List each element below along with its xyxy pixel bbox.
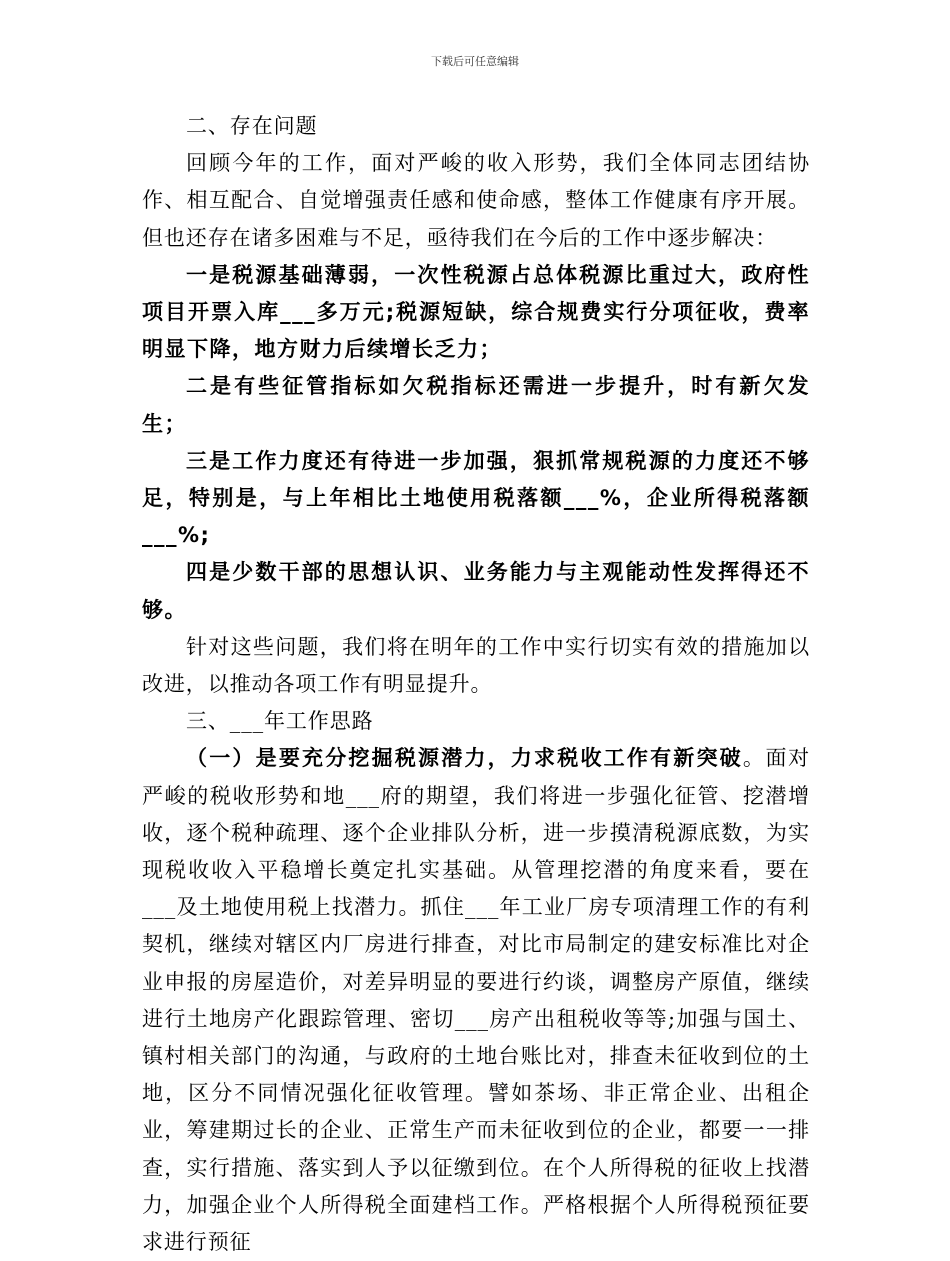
paragraph-item-1 bbox=[142, 740, 810, 1261]
problem-point-2: 二是有些征管指标如欠税指标还需进一步提升，时有新欠发生； bbox=[142, 374, 810, 436]
item-1-lead: （一）是要充分挖掘税源潜力，力求税收工作有新突破 bbox=[186, 746, 743, 771]
section-heading-ideas: 三、___年工作思路 bbox=[186, 709, 374, 734]
problem-point-1: 一是税源基础薄弱，一次性税源占总体税源比重过大，政府性项目开票入库___多万元;税源短缺，综合规费实行分项征收，费率明显下降，地方财力后续增长乏力； bbox=[142, 262, 810, 362]
paragraph-review: 回顾今年的工作，面对严峻的收入形势，我们全体同志团结协作、相互配合、自觉增强责任感和使命感，整体工作健康有序开展。但也还存在诸多困难与不足，亟待我们在今后的工作中逐步解决： bbox=[142, 151, 810, 250]
item-1-text: 。面对严峻的税收形势和地___府的期望，我们将进一步强化征管、挖潜增收，逐个税种疏理、逐个企业排队分析，进一步摸清税源底数，为实现税收收入平稳增长奠定扎实基础。从管理挖潜的角度来看，要在___及土地使用税上找潜力。抓住___年工业厂房专项清理工作的有利契机，继续对辖区内厂房进行排查，对比市局制定的建安标准比对企业申报的房屋造价，对差异明显的要进行约谈，调整房产原值，继续进行土地房产化跟踪管理、密切___房产出租税收等等;加强与国土、镇村相关部门的沟通，与政府的土地台账比对，排查未征收到位的土地，区分不同情况强化征收管理。譬如茶场、非正常企业、出租企业，筹建期过长的企业、正常生产而未征收到位的企业，都要一一排查，实行措施、落实到人予以征缴到位。在个人所得税的征收上找潜力，加强企业个人所得税全面建档工作。严格根据个人所得税预征要求进行预征 bbox=[142, 746, 810, 1255]
page-header: 下载后可任意编辑 bbox=[431, 55, 519, 68]
problem-point-4: 四是少数干部的思想认识、业务能力与主观能动性发挥得还不够。 bbox=[142, 560, 810, 622]
section-heading-problems: 二、存在问题 bbox=[186, 114, 318, 138]
problem-point-3: 三是工作力度还有待进一步加强，狠抓常规税源的力度还不够足，特别是，与上年相比土地使用税落额___%，企业所得税落额___%; bbox=[142, 448, 810, 548]
paragraph-response: 针对这些问题，我们将在明年的工作中实行切实有效的措施加以改进，以推动各项工作有明显提升。 bbox=[142, 634, 810, 697]
document-body bbox=[142, 108, 810, 1261]
